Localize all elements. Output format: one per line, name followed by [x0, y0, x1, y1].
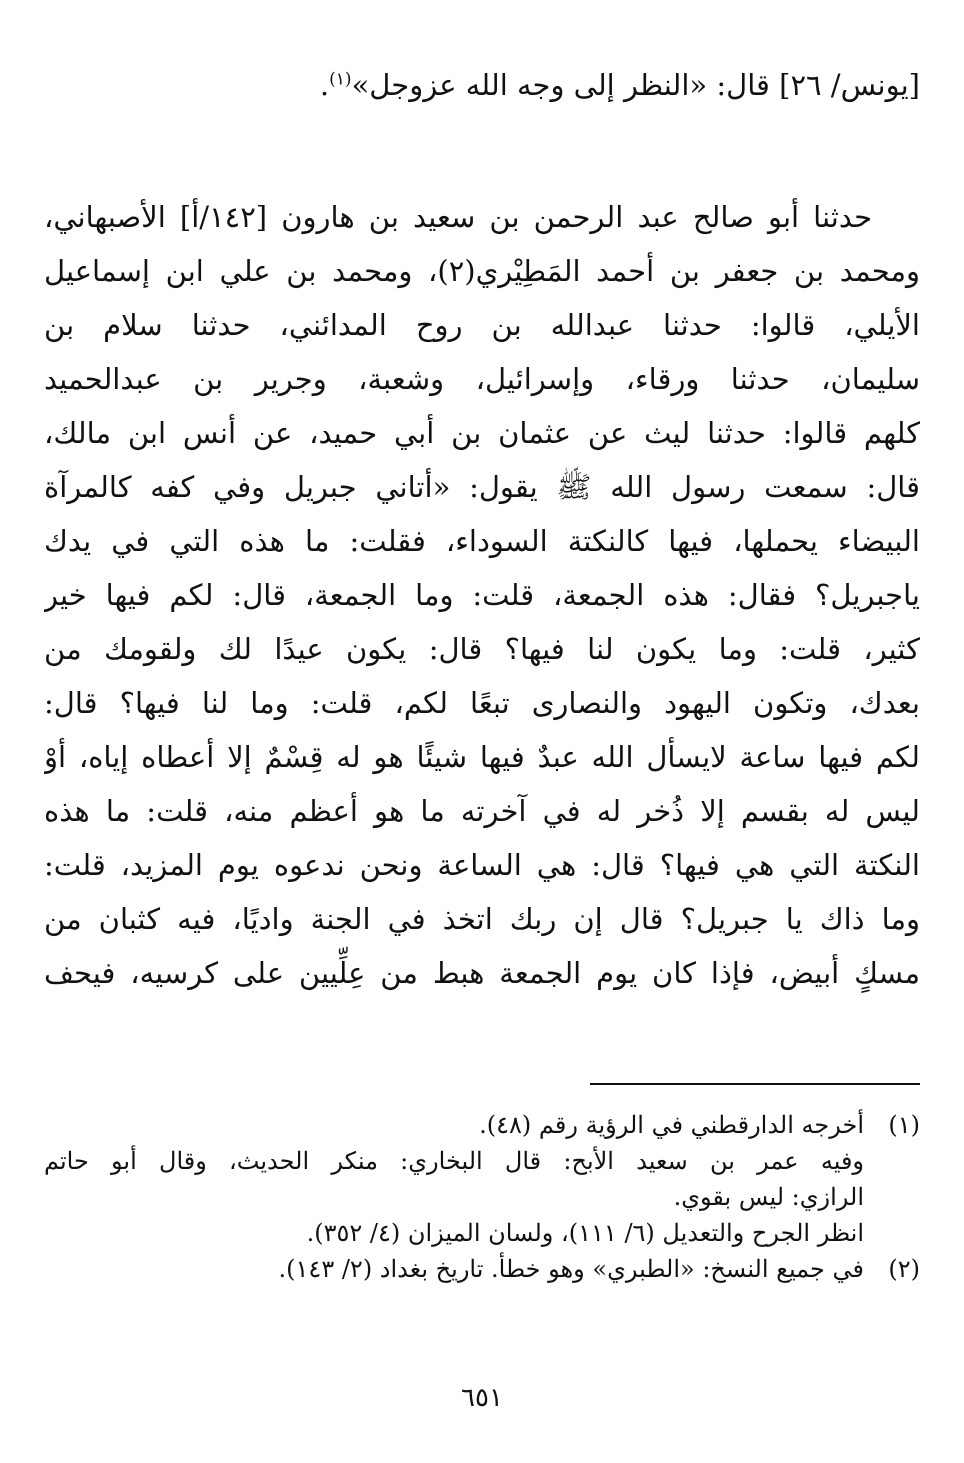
text-line: حدثنا أبو صالح عبد الرحمن بن سعيد بن هارون [١٤٢/أ] الأصبهاني،	[44, 200, 872, 234]
text-line: الأيلي، قالوا: حدثنا عبدالله بن روح المدائني، حدثنا سلام بن	[44, 308, 920, 342]
page-number: ٦٥١	[461, 1383, 503, 1413]
footnote-text: في جميع النسخ: «الطبري» وهو خطأ. تاريخ بغداد (٢/ ١٤٣).	[278, 1255, 864, 1283]
text-line: ومحمد بن جعفر بن أحمد المَطِيْري(٢)، ومحمد بن علي ابن إسماعيل	[44, 254, 920, 288]
text-line: وما ذاك يا جبريل؟ قال إن ربك اتخذ في الجنة واديًا، فيه كثبان من	[44, 902, 920, 936]
footnotes	[44, 1107, 920, 1287]
hadith-paragraph	[44, 190, 920, 1000]
text-line: ليس له بقسم إلا ذُخر له في آخرته ما هو أعظم منه، قلت: ما هذه	[44, 794, 920, 828]
footnote-number: (١)	[888, 1111, 920, 1139]
text-line: سليمان، حدثنا ورقاء، وإسرائيل، وشعبة، وجرير بن عبدالحميد	[44, 362, 920, 396]
footnote-number: (٢)	[888, 1255, 920, 1283]
footnote-ref-1: (١)	[329, 69, 352, 90]
continuation-line	[44, 60, 920, 110]
text-line: البيضاء يحملها، فيها كالنكتة السوداء، فقلت: ما هذه التي في يدك	[44, 524, 920, 558]
footnote-1-continuation: انظر الجرح والتعديل (٦/ ١١١)، ولسان الميزان (٤/ ٣٥٢).	[306, 1219, 864, 1247]
text-line: قال: سمعت رسول الله ﷺ يقول: «أتاني جبريل وفي كفه كالمرآة	[44, 470, 920, 504]
continuation-end: .	[319, 68, 330, 102]
text-line: كلهم قالوا: حدثنا ليث عن عثمان بن أبي حميد، عن أنس ابن مالك،	[44, 416, 920, 450]
footnote-separator	[590, 1083, 920, 1085]
text-line: ياجبريل؟ فقال: هذه الجمعة، قلت: وما الجمعة، قال: لكم فيها خير	[44, 578, 920, 612]
book-page	[44, 0, 920, 1463]
text-line: مسكٍ أبيض، فإذا كان يوم الجمعة هبط من عِلِّيين على كرسيه، فيحف	[44, 956, 920, 990]
footnote-1-continuation: وفيه عمر بن سعيد الأبح: قال البخاري: منكر الحديث، وقال أبو حاتم	[44, 1147, 864, 1175]
text-line: النكتة التي هي فيها؟ قال: هي الساعة ونحن ندعوه يوم المزيد، قلت:	[44, 848, 920, 882]
text-line: لكم فيها ساعة لايسأل الله عبدٌ فيها شيئًا هو له قِسْمٌ إلا أعطاه إياه، أوْ	[44, 740, 920, 774]
footnote-text: أخرجه الدارقطني في الرؤية رقم (٤٨).	[479, 1111, 864, 1139]
footnote-2	[44, 1251, 920, 1287]
footnote-1	[44, 1107, 920, 1143]
footnote-1-continuation: الرازي: ليس بقوي.	[673, 1183, 864, 1211]
text-line: كثير، قلت: وما يكون لنا فيها؟ قال: يكون عيدًا لك ولقومك من	[44, 632, 920, 666]
continuation-text: [يونس/ ٢٦] قال: «النظر إلى وجه الله عزوجل»	[351, 68, 920, 102]
text-line: بعدك، وتكون اليهود والنصارى تبعًا لكم، قلت: وما لنا فيها؟ قال:	[44, 686, 920, 720]
